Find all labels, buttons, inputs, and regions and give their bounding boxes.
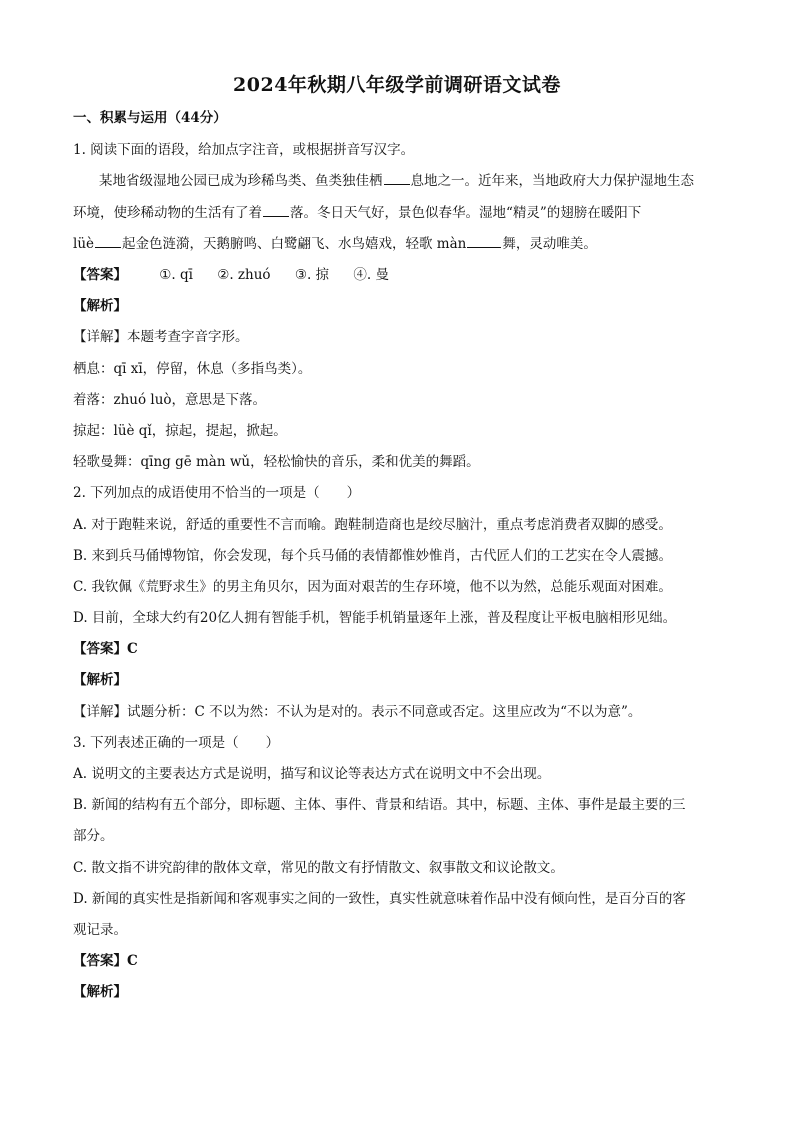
option-b: B. 新闻的结构有五个部分，即标题、主体、事件、背景和结语。其中，标题、主体、事件是最主要的三 [73, 797, 686, 813]
answer-text: 【答案】C [73, 641, 138, 657]
note-line: 掠起：lüè qǐ，掠起，提起，掀起。 [73, 423, 287, 439]
option-a: A. 说明文的主要表达方式是说明，描写和议论等表达方式在说明文中不会出现。 [73, 766, 551, 782]
option-d: D. 目前，全球大约有20亿人拥有智能手机，智能手机销量逐年上涨，普及程度让平板电脑相形见绌。 [73, 610, 677, 626]
passage-text: 落。冬日天气好，景色似春华。湿地“精灵”的翅膀在暖阳下 [290, 205, 642, 221]
fill-blank [95, 235, 121, 248]
answer-text: 【答案】C [73, 953, 138, 969]
question-1-stem: 1. 阅读下面的语段，给加点字注音，或根据拼音写汉字。 [73, 142, 415, 158]
analysis-label: 【解析】 [73, 298, 127, 314]
answer-label: 【答案】 [73, 267, 127, 283]
answer-item: ②. zhuó [217, 267, 271, 283]
answer-item: ④. 曼 [353, 267, 389, 283]
question-3-stem: 3. 下列表述正确的一项是（ ） [73, 735, 280, 751]
page-title: 2024年秋期八年级学前调研语文试卷 [233, 74, 561, 96]
note-line: 栖息：qī xī，停留，休息（多指鸟类）。 [73, 361, 312, 377]
answer-line-1 [73, 266, 395, 284]
option-a: A. 对于跑鞋来说，舒适的重要性不言而喻。跑鞋制造商也是绞尽脑汁，重点考虑消费者双脚的感受。 [73, 517, 672, 533]
detail-text: 【详解】本题考查字音字形。 [73, 329, 249, 345]
pinyin-text: lüè [73, 236, 95, 252]
fill-blank [263, 204, 289, 217]
option-c: C. 我钦佩《荒野求生》的男主角贝尔，因为面对艰苦的生存环境，他不以为然，总能乐观面对困难。 [73, 579, 672, 595]
passage-text: 舞，灵动唯美。 [502, 236, 597, 252]
answer-line-3 [73, 952, 138, 970]
answer-item: ③. 掠 [294, 267, 330, 283]
passage-text: 起金色涟漪，天鹅腑鸣、白鹭翩飞、水鸟嬉戏，轻歌 màn [122, 236, 467, 252]
answer-line-2 [73, 640, 138, 658]
question-2-stem: 2. 下列加点的成语使用不恰当的一项是（ ） [73, 485, 361, 501]
passage-line-2 [73, 204, 641, 222]
note-line: 轻歌曼舞：qīng gē màn wǔ，轻松愉快的音乐，柔和优美的舞蹈。 [73, 454, 480, 470]
analysis-label: 【解析】 [73, 984, 127, 1000]
passage-text: 某地省级湿地公园已成为珍稀鸟类、鱼类独佳栖 [99, 173, 383, 189]
option-c: C. 散文指不讲究韵律的散体文章，常见的散文有抒情散文、叙事散文和议论散文。 [73, 860, 564, 876]
note-line: 着落：zhuó luò，意思是下落。 [73, 392, 267, 408]
option-d-cont: 观记录。 [73, 922, 127, 938]
passage-text: 环境，使珍稀动物的生活有了着 [73, 205, 262, 221]
passage-line-3 [73, 235, 597, 253]
option-b-cont: 部分。 [73, 828, 114, 844]
detail-text: 【详解】试题分析：C 不以为然：不认为是对的。表示不同意或否定。这里应改为“不以为意”。 [73, 704, 642, 720]
answer-item: ①. qī [159, 267, 193, 283]
passage-line-1 [99, 172, 694, 190]
section-heading: 一、积累与运用（44分） [73, 110, 227, 126]
analysis-label: 【解析】 [73, 672, 127, 688]
option-b: B. 来到兵马俑博物馆，你会发现，每个兵马俑的表情都惟妙惟肖，古代匠人们的工艺实在令人震撼。 [73, 548, 673, 564]
fill-blank [384, 172, 410, 185]
fill-blank [467, 235, 501, 248]
option-d: D. 新闻的真实性是指新闻和客观事实之间的一致性，真实性就意味着作品中没有倾向性，是百分百的客 [73, 891, 686, 907]
passage-text: 息地之一。近年来，当地政府大力保护湿地生态 [410, 173, 694, 189]
